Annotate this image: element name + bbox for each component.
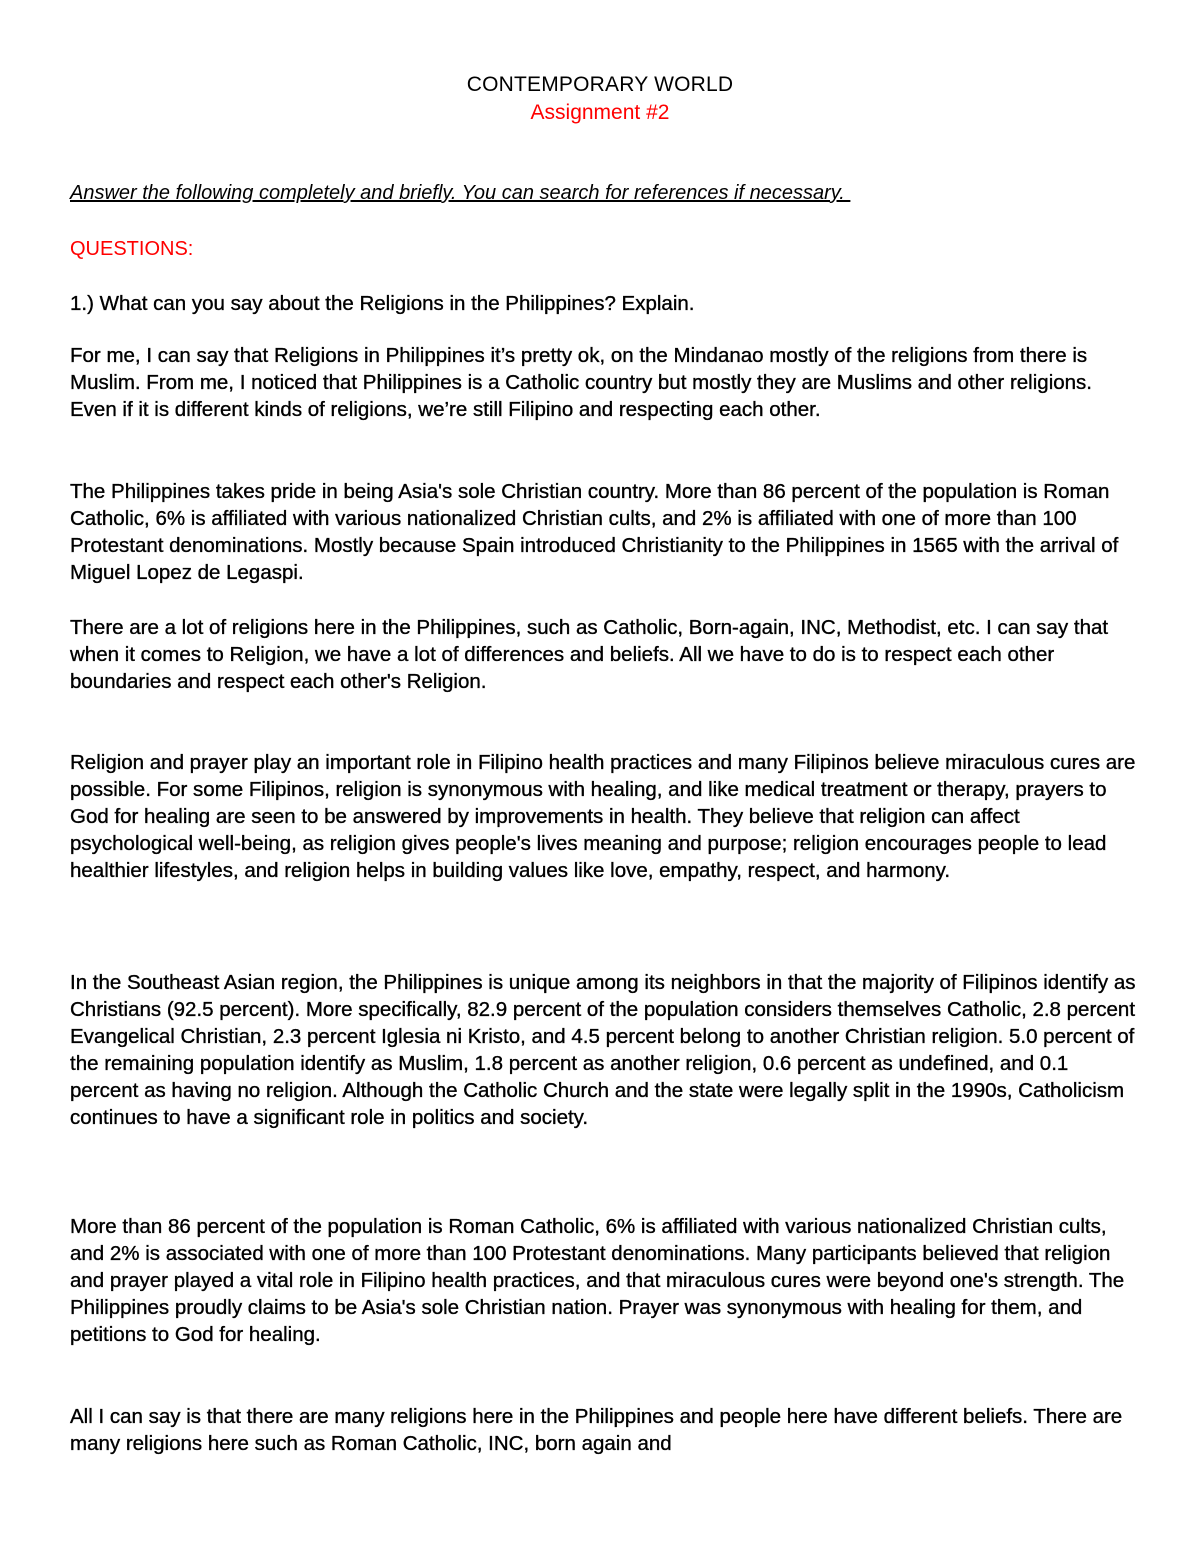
questions-heading: QUESTIONS: xyxy=(70,238,194,260)
answer-paragraph-3: There are a lot of religions here in the Philippines, such as Catholic, Born-again, INC, Methodist, etc. I can say that when it comes to Religion, we have a lot of differences and beliefs. All we have to do is to respect each other boundaries and respect each other's Religion. xyxy=(70,616,1109,693)
answer-paragraph-1: For me, I can say that Religions in Philippines it’s pretty ok, on the Mindanao mostly of the religions from there is Muslim. From me, I noticed that Philippines is a Catholic country but mostly they are Muslims and other religions. Even if it is different kinds of religions, we’re still Filipino and respecting each other. xyxy=(70,344,1092,421)
answer-paragraph-6: More than 86 percent of the population is Roman Catholic, 6% is affiliated with various nationalized Christian cults, and 2% is associated with one of more than 100 Protestant denominations. Many participants believed that religion and prayer played a vital role in Filipino health practices, and that miraculous cures were beyond one's strength. The Philippines proudly claims to be Asia's sole Christian nation. Prayer was synonymous with healing for them, and petitions to God for healing. xyxy=(70,1215,1125,1346)
instructions-text: Answer the following completely and briefly. You can search for references if necessary. xyxy=(70,182,851,204)
answer-paragraph-5: In the Southeast Asian region, the Philippines is unique among its neighbors in that the majority of Filipinos identify as Christians (92.5 percent). More specifically, 82.9 percent of the population considers themselves Catholic, 2.8 percent Evangelical Christian, 2.3 percent Iglesia ni Kristo, and 4.5 percent belong to another Christian religion. 5.0 percent of the remaining population identify as Muslim, 1.8 percent as another religion, 0.6 percent as undefined, and 0.1 percent as having no religion. Although the Catholic Church and the state were legally split in the 1990s, Catholicism continues to have a significant role in politics and society. xyxy=(70,971,1136,1129)
answer-paragraph-2: The Philippines takes pride in being Asia's sole Christian country. More than 86 percent of the population is Roman Catholic, 6% is affiliated with various nationalized Christian cults, and 2% is affiliated with one of more than 100 Protestant denominations. Mostly because Spain introduced Christianity to the Philippines in 1565 with the arrival of Miguel Lopez de Legaspi. xyxy=(70,480,1119,584)
document-title: CONTEMPORARY WORLD xyxy=(466,73,734,96)
answer-paragraph-7: All I can say is that there are many religions here in the Philippines and people here have different beliefs. There are many religions here such as Roman Catholic, INC, born again and xyxy=(70,1405,1123,1455)
assignment-number: Assignment #2 xyxy=(530,101,670,124)
answer-paragraph-4: Religion and prayer play an important role in Filipino health practices and many Filipinos believe miraculous cures are possible. For some Filipinos, religion is synonymous with healing, and like medical treatment or therapy, prayers to God for healing are seen to be answered by improvements in health. They believe that religion can affect psychological well-being, as religion gives people's lives meaning and purpose; religion encourages people to lead healthier lifestyles, and religion helps in building values like love, empathy, respect, and harmony. xyxy=(70,751,1136,882)
question-1: 1.) What can you say about the Religions in the Philippines? Explain. xyxy=(70,292,695,315)
